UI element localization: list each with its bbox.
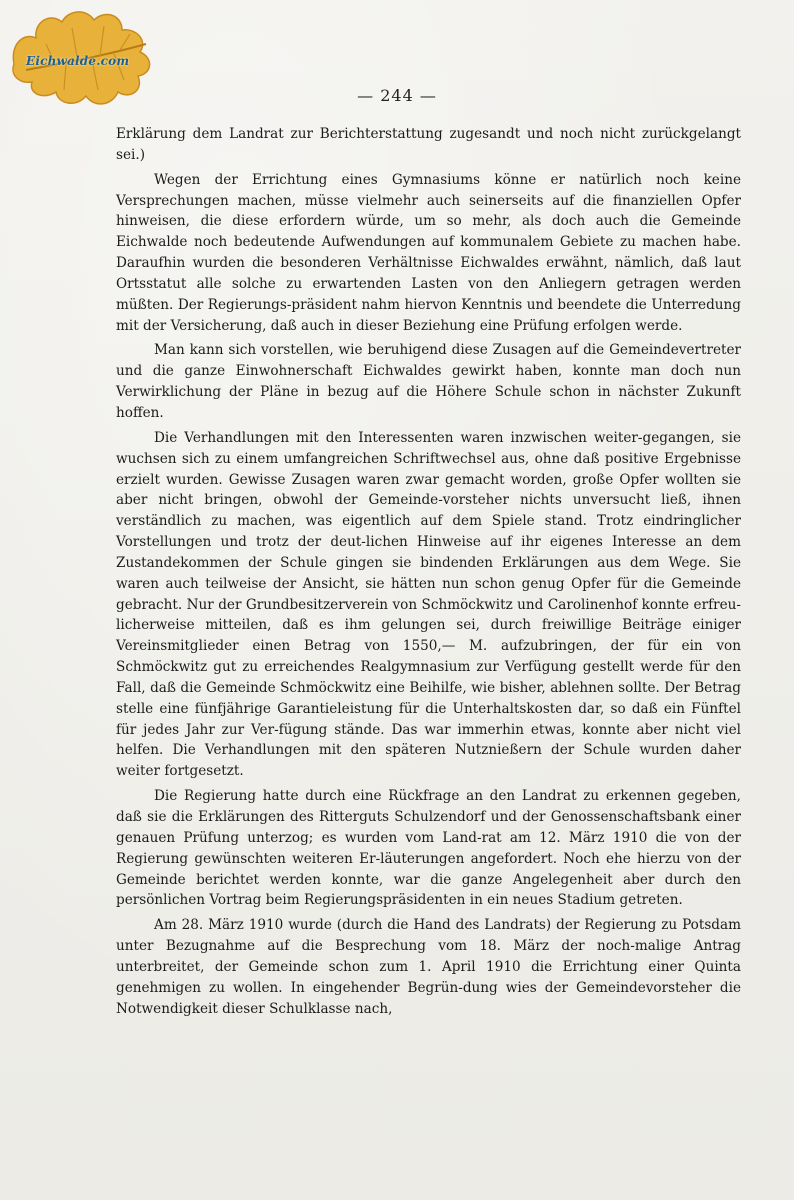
paragraph: Wegen der Errichtung eines Gymnasiums könne er natürlich noch keine Versprechungen machen, müsse vielmehr auch seinerseits auf die finanziellen Opfer hinweisen, die diese erfordern würde, um so mehr, als doch auch die Gemeinde Eichwalde noch bedeutende Aufwendungen auf kommunalem Gebiete zu machen habe. Daraufhin wurden die besonderen Verhältnisse Eichwaldes erwähnt, nämlich, daß laut Ortsstatut alle solche zu erwartenden Lasten von den Anliegern getragen werden müßten. Der Regierungs-präsident nahm hiervon Kenntnis und beendete die Unterredung mit der Versicherung, daß auch in dieser Beziehung eine Prüfung erfolgen werde. — [116, 171, 741, 334]
logo-text: Eichwalde.com — [26, 54, 130, 68]
page-number: — 244 — — [357, 86, 437, 105]
body-text — [116, 124, 741, 1023]
paragraph: Die Regierung hatte durch eine Rückfrage an den Landrat zu erkennen gegeben, daß sie die Erklärungen des Ritterguts Schulzendorf und der Genossenschaftsbank einer genauen Prüfung unterzog; es wurden vom Land-rat am 12. März 1910 die von der Regierung gewünschten weiteren Er-läuterungen angefordert. Noch ehe hierzu von der Gemeinde berichtet werden konnte, war die ganze Angelegenheit aber durch den persönlichen Vortrag beim Regierungspräsidenten in ein neues Stadium getreten. — [116, 788, 741, 909]
paragraph: Man kann sich vorstellen, wie beruhigend diese Zusagen auf die Gemeindevertreter und die ganze Einwohnerschaft Eichwaldes gewirkt haben, konnte man doch nun Verwirklichung der Pläne in bezug auf die Höhere Schule schon in nächster Zukunft hoffen. — [116, 342, 741, 421]
paragraph: Erklärung dem Landrat zur Berichterstattung zugesandt und noch nicht zurückgelangt sei.) — [116, 126, 741, 163]
paragraph: Die Verhandlungen mit den Interessenten waren inzwischen weiter-gegangen, sie wuchsen sich zu einem umfangreichen Schriftwechsel aus, ohne daß positive Ergebnisse erzielt wurden. Gewisse Zusagen waren zwar gemacht worden, große Opfer wollten sie aber nicht bringen, obwohl der Gemeinde-vorsteher nichts unversucht ließ, ihnen verständlich zu machen, was eigentlich auf dem Spiele stand. Trotz eindringlicher Vorstellungen und trotz der deut-lichen Hinweise auf ihr eigenes Interesse an dem Zustandekommen der Schule gingen sie bindenden Erklärungen aus dem Wege. Sie waren auch teilweise der Ansicht, sie hätten nun schon genug Opfer für die Gemeinde gebracht. Nur der Grundbesitzerverein von Schmöckwitz und Carolinenhof konnte erfreu-licherweise mitteilen, daß es ihm gelungen sei, durch freiwillige Beiträge einiger Vereinsmitglieder einen Betrag von 1550,— M. aufzubringen, der für ein von Schmöckwitz gut zu erreichendes Realgymnasium zur Verfügung gestellt werde für den Fall, daß die Gemeinde Schmöckwitz eine Beihilfe, wie bisher, ablehnen sollte. Der Betrag stelle eine fünfjährige Garantieleistung für die Unterhaltskosten dar, so daß ein Fünftel für jedes Jahr zur Ver-fügung stände. Das war immerhin etwas, konnte aber nicht viel helfen. Die Verhandlungen mit den späteren Nutznießern der Schule wurden daher weiter fortgesetzt. — [116, 429, 741, 780]
paragraph: Am 28. März 1910 wurde (durch die Hand des Landrats) der Regierung zu Potsdam unter Bezugnahme auf die Besprechung vom 18. März der noch-malige Antrag unterbreitet, der Gemeinde schon zum 1. April 1910 die Errichtung einer Quinta genehmigen zu wollen. In eingehender Begrün-dung wies der Gemeindevorsteher die Notwendigkeit dieser Schulklasse nach, — [116, 917, 741, 1017]
